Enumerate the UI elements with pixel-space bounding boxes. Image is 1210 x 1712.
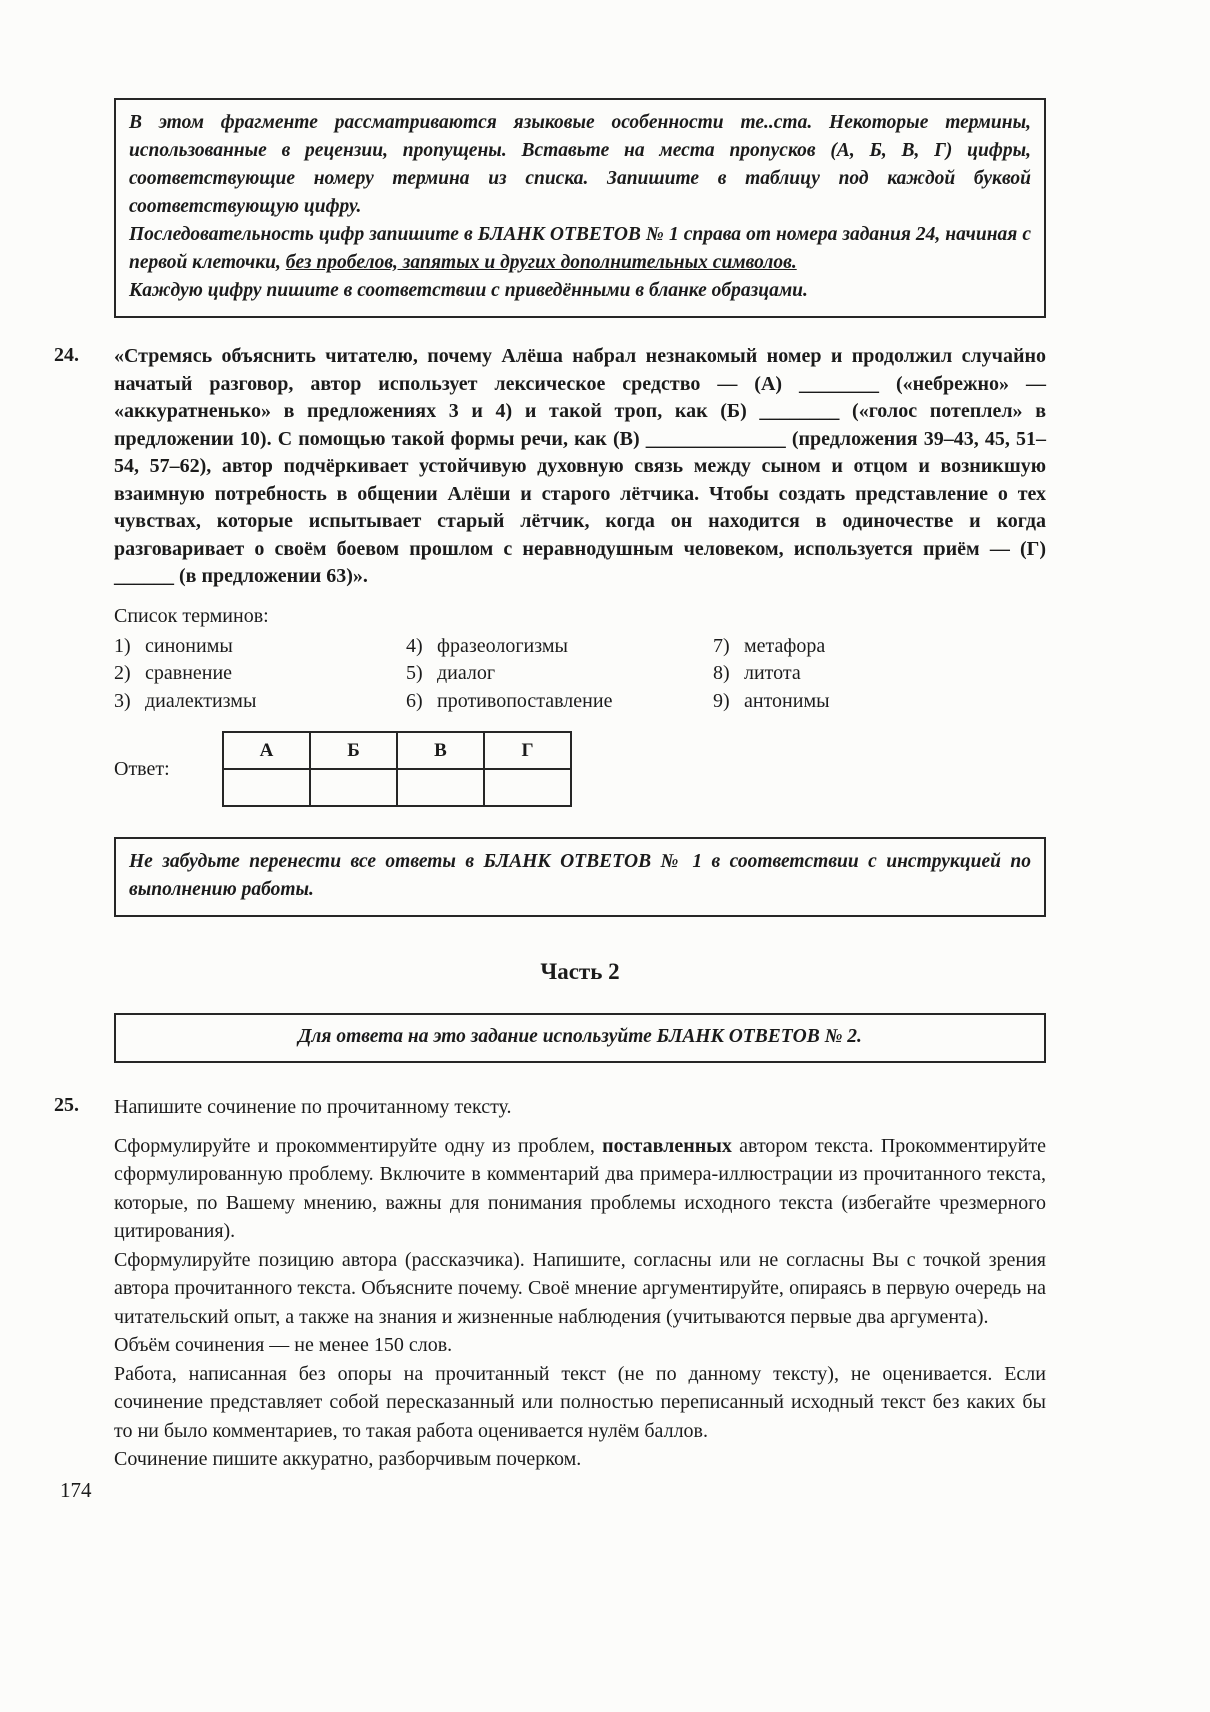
term-4-label: фразеологизмы: [437, 634, 568, 657]
term-5-number: 5): [406, 662, 423, 684]
term-8-number: 8): [713, 662, 730, 684]
instruction-paragraph-1: В этом фрагменте рассматриваются языковые особенности те..ста. Некоторые термины, использованные в рецензии, пропущены. Вставьте на места пропусков (А, Б, В, Г) цифры, соответствующие номеру термина из списка. Запишите в таблицу под каждой буквой соответствующую цифру.: [129, 112, 1031, 217]
task-25-paragraph-4: Объём сочинения — не менее 150 слов.: [114, 1334, 453, 1356]
answer-table-header-row: [223, 732, 571, 769]
answer-cell-v: [397, 769, 484, 806]
task-25-paragraph-5: Работа, написанная без опоры на прочитанный текст (не по данному тексту), не оценивается. Если сочинение представляет собой пересказанный или полностью переписанный исходный текст без каких бы то ни было комментариев, то такая работа оценивается нулём баллов.: [114, 1362, 1046, 1442]
instruction-paragraph-3: Каждую цифру пишите в соответствии с приведёнными в бланке образцами.: [129, 280, 808, 301]
term-3-label: диалектизмы: [145, 689, 257, 712]
task-25-number: 25.: [54, 1094, 79, 1116]
term-2-label: сравнение: [145, 662, 233, 684]
term-item-8: [713, 660, 1046, 688]
answer-cell-b: [310, 769, 397, 806]
page-number: 174: [60, 1478, 92, 1502]
terms-column-1: [114, 633, 406, 716]
answer-header-v: В: [397, 732, 484, 769]
task-25-paragraph-2-c: автором текста. Прокомментируйте сформулированную проблему. Включите в комментарий два примера-иллюстрации из прочитанного текста, которые, по Вашему мнению, важны для понимания проблемы исходного текста (избегайте чрезмерного цитирования).: [114, 1134, 1046, 1242]
terms-list-title: Список терминов:: [114, 604, 269, 627]
term-6-label: противопоставление: [437, 689, 613, 712]
task-25-paragraph-3: Сформулируйте позицию автора (рассказчика). Напишите, согласны или не согласны Вы с точкой зрения автора прочитанного текста. Объясните почему. Своё мнение аргументируйте, опираясь в первую очередь на читательский опыт, а также на знания и жизненные наблюдения (учитываются первые два аргумента).: [114, 1248, 1046, 1328]
part-2-heading: Часть 2: [540, 959, 620, 984]
instruction-paragraph-2: [129, 221, 1031, 277]
term-item-3: [114, 688, 406, 716]
answer-header-a: А: [223, 732, 310, 769]
task-24-number: 24.: [54, 344, 79, 366]
answer-cell-g: [484, 769, 571, 806]
term-1-number: 1): [114, 634, 131, 657]
term-item-5: [406, 660, 713, 688]
task-25-intro: Напишите сочинение по прочитанному тексту.: [114, 1096, 512, 1118]
term-item-7: [713, 633, 1046, 661]
task-25-paragraph-2: [114, 1132, 1046, 1246]
term-7-label: метафора: [744, 634, 826, 657]
task-25-paragraph-2-bold: поставленных: [602, 1134, 732, 1157]
answer-sheet-2-note-text: Для ответа на это задание используйте БЛАНК ОТВЕТОВ № 2.: [298, 1026, 862, 1047]
page-content: [54, 98, 1046, 1474]
answer-header-b: Б: [310, 732, 397, 769]
term-7-number: 7): [713, 634, 730, 657]
task-25: [54, 1093, 1046, 1474]
answer-label: Ответ:: [114, 757, 170, 780]
term-item-2: [114, 660, 406, 688]
instruction-paragraph-2-text: Последовательность цифр запишите в БЛАНК ОТВЕТОВ № 1 справа от номера задания 24, начиная с первой клеточки,: [129, 224, 1031, 273]
terms-column-3: [713, 633, 1046, 716]
term-8-label: литота: [744, 662, 801, 684]
term-5-label: диалог: [437, 662, 496, 684]
task-25-paragraph-6: Сочинение пишите аккуратно, разборчивым почерком.: [114, 1448, 582, 1470]
answer-row: [114, 731, 1046, 807]
term-9-number: 9): [713, 689, 730, 712]
term-item-1: [114, 633, 406, 661]
term-2-number: 2): [114, 662, 131, 684]
instruction-paragraph-2-underlined-text: без пробелов, запятых и других дополнительных символов.: [285, 252, 797, 273]
terms-column-2: [406, 633, 713, 716]
term-1-label: синонимы: [145, 634, 233, 657]
term-item-9: [713, 688, 1046, 716]
term-3-number: 3): [114, 689, 131, 712]
answer-table: [222, 731, 572, 807]
transfer-note-text: Не забудьте перенести все ответы в БЛАНК ОТВЕТОВ № 1 в соответствии с инструкцией по выполнению работы.: [129, 851, 1031, 900]
task-24-text: «Стремясь объяснить читателю, почему Алёша набрал незнакомый номер и продолжил случайно начатый разговор, автор использует лексическое средство — (А) ________ («небрежно» — «аккуратненько» в предложениях 3 и 4) и такой троп, как (Б) ________ («голос потеплел» в предложении 10). С помощью такой формы речи, как (В) ______________ (предложения 39–43, 45, 51–54, 57–62), автор подчёркивает устойчивую духовную связь между сыном и отцом и возникшую взаимную потребность в общении Алёши и старого лётчика. Чтобы создать представление о тех чувствах, которые испытывает старый лётчик, когда он находится в одиночестве и когда разговаривает о своём боевом прошлом с неравнодушным человеком, используется приём — (Г) ______ (в предложении 63)».: [114, 345, 1046, 587]
term-item-4: [406, 633, 713, 661]
answer-sheet-2-note-box: [114, 1013, 1046, 1063]
answer-cell-a: [223, 769, 310, 806]
transfer-note-box: [114, 837, 1046, 917]
term-item-6: [406, 688, 713, 716]
answer-header-g: Г: [484, 732, 571, 769]
term-9-label: антонимы: [744, 689, 830, 712]
task-24: [54, 343, 1046, 807]
answer-table-input-row: [223, 769, 571, 806]
terms-list: [114, 633, 1046, 716]
task-25-paragraph-2-a: Сформулируйте и прокомментируйте одну из проблем,: [114, 1134, 603, 1157]
term-6-number: 6): [406, 689, 423, 712]
task24-instruction-box: [114, 98, 1046, 318]
term-4-number: 4): [406, 634, 423, 657]
